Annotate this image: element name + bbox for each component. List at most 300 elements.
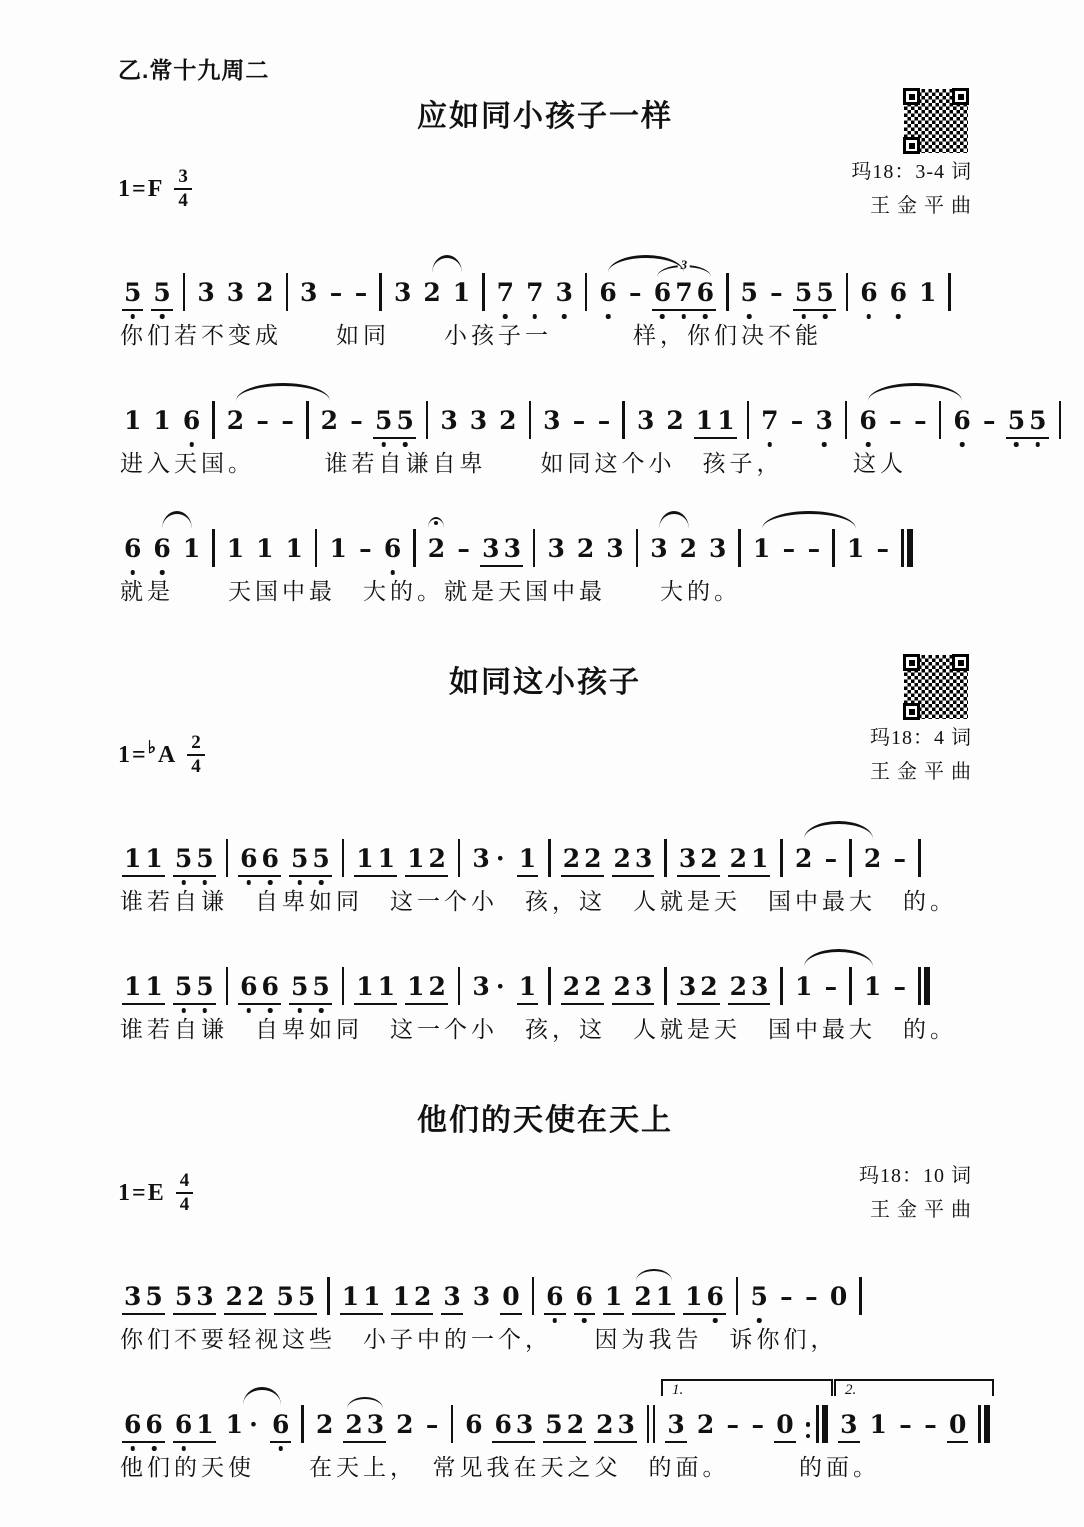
barline-thick-stroke <box>907 529 913 567</box>
music-line <box>118 247 972 351</box>
note-cell <box>471 1282 492 1315</box>
note-digit: 2 <box>584 972 602 1002</box>
barline-stroke <box>183 273 186 311</box>
note-digit: 1 <box>869 1410 887 1440</box>
note-cell <box>780 534 797 567</box>
barline <box>342 967 345 1005</box>
volta-number: 2. <box>845 1382 857 1399</box>
note-cell <box>373 406 416 439</box>
note-digit: – <box>893 972 906 1002</box>
barline <box>212 529 215 567</box>
note-digit: 5 <box>196 844 214 874</box>
note-digit: 2 <box>499 406 517 436</box>
note-digit: 1 <box>124 406 142 436</box>
barline <box>226 839 229 877</box>
note-cell <box>897 1410 914 1443</box>
qr-finder-pattern <box>903 703 920 720</box>
time-signature-lower: 4 <box>191 756 201 778</box>
note-digit: 3 <box>650 534 668 564</box>
note-digit: 3 <box>606 534 624 564</box>
note-digit: 2 <box>729 972 748 1002</box>
note-digit: 1 <box>377 844 396 874</box>
note-digit: 2 <box>863 844 882 874</box>
note-cell <box>543 1410 586 1443</box>
note-cell <box>151 534 172 567</box>
barline-stroke <box>529 401 532 439</box>
note-cell <box>254 534 275 567</box>
note-digit: 5 <box>145 1282 163 1312</box>
barline <box>664 839 667 877</box>
note-digit: 2 <box>345 1410 363 1440</box>
note-digit: 5 <box>545 1410 563 1440</box>
barline-stroke <box>664 967 667 1005</box>
note-digit: 1 <box>695 406 714 436</box>
note-digit: 2 <box>634 1282 652 1312</box>
note-digit: 2 <box>613 972 631 1002</box>
note-cell <box>862 972 883 1005</box>
barline-stroke <box>816 1405 819 1443</box>
barline <box>301 1405 304 1443</box>
note-digit: 3 <box>196 1282 214 1312</box>
note-digit: 7 <box>526 278 544 307</box>
song-title: 他们的天使在天上 <box>417 1104 673 1138</box>
barline-stroke <box>533 529 536 567</box>
note-digit: 1 <box>153 406 171 436</box>
note-cell <box>254 406 271 439</box>
note-digit: – <box>629 278 642 307</box>
barline <box>585 273 588 311</box>
note-digit: 5 <box>174 844 193 874</box>
slur-arc <box>162 511 192 529</box>
note-digit: 2 <box>225 1282 244 1312</box>
barline-stroke <box>548 967 551 1005</box>
note-cell <box>805 534 822 567</box>
barline <box>458 967 461 1005</box>
note-digit: 6 <box>174 1410 193 1440</box>
note-digit: 2 <box>566 1410 585 1440</box>
barline <box>738 529 741 567</box>
note-cell <box>603 1282 624 1315</box>
note-digit: 1 <box>124 972 142 1002</box>
note-cell <box>151 278 172 311</box>
qr-finder-pattern <box>952 88 969 105</box>
note-digit: 3 <box>543 406 561 436</box>
note-cell <box>354 972 397 1005</box>
slur-arc <box>243 1387 281 1405</box>
note-cell <box>298 278 319 311</box>
time-signature-lower: 4 <box>179 1194 190 1216</box>
note-cell <box>728 972 771 1005</box>
key-tonic-char: A <box>157 741 176 768</box>
note-digit: 3 <box>469 406 488 436</box>
note-cell <box>181 534 202 567</box>
note-cell <box>451 278 472 311</box>
song-header <box>118 665 972 789</box>
note-digit: 5 <box>312 972 330 1002</box>
note-digit: 1 <box>794 972 813 1002</box>
note-digit: 6 <box>859 406 877 436</box>
barline-stroke <box>647 1405 650 1443</box>
note-digit: 3 <box>515 1410 534 1440</box>
slur-arc <box>608 255 685 273</box>
note-digit: 3 <box>815 406 833 436</box>
note-cell <box>405 972 448 1005</box>
note-digit: 3 <box>678 972 697 1002</box>
barline <box>548 967 551 1005</box>
note-digit: 6 <box>706 1282 724 1312</box>
note-cell <box>348 406 365 439</box>
note-digit: – <box>770 278 783 307</box>
barline-stroke <box>306 401 309 439</box>
note-digit: 1 <box>341 1282 360 1312</box>
note-cell <box>724 1410 741 1443</box>
note-digit: – <box>807 534 821 564</box>
note-digit: – <box>281 406 294 436</box>
time-signature <box>176 1171 194 1215</box>
note-digit: 2 <box>423 278 441 307</box>
note-digit: 3 <box>226 278 245 307</box>
key-tonic-char: ♭ <box>147 738 156 758</box>
song-meta <box>118 721 972 789</box>
barline-stroke <box>451 1405 454 1443</box>
notes-row <box>118 1251 972 1315</box>
barline <box>806 1405 829 1443</box>
note-cell <box>314 1410 335 1443</box>
notes-row <box>118 247 972 311</box>
page-header: 乙.常十九周二 <box>118 57 270 83</box>
note-cell <box>392 278 413 311</box>
note-digit: 3 <box>197 278 215 307</box>
note-digit: 2 <box>613 844 631 874</box>
barline-stroke <box>948 273 951 311</box>
note-digit: 5 <box>174 972 193 1002</box>
note-cell <box>888 278 909 311</box>
credit-composer: 王 金 平 曲 <box>870 1199 972 1222</box>
note-digit: 3 <box>751 972 769 1002</box>
credits <box>859 1159 972 1227</box>
song-meta <box>118 1159 972 1227</box>
key-signature <box>118 1171 193 1215</box>
note-cell <box>541 406 562 439</box>
note-digit: – <box>780 1282 793 1312</box>
note-cell <box>343 1410 386 1443</box>
barline <box>747 401 750 439</box>
music-line <box>118 941 972 1045</box>
barline-stroke <box>482 273 485 311</box>
note-digit: 2 <box>679 534 697 564</box>
note-digit: 5 <box>1007 406 1026 436</box>
note-cell <box>470 844 508 877</box>
note-cell <box>891 972 908 1005</box>
barline-thick-stroke <box>822 1405 828 1443</box>
key-signature <box>118 733 205 777</box>
note-digit: 1 <box>329 534 347 564</box>
credit-composer: 王 金 平 曲 <box>870 195 972 217</box>
note-digit: 2 <box>413 1282 432 1312</box>
music-line <box>118 1251 972 1355</box>
tuplet-number: 3 <box>678 257 691 273</box>
note-cell <box>122 406 143 439</box>
note-digit: 0 <box>948 1410 967 1440</box>
barline-stroke <box>859 1277 862 1315</box>
barline <box>780 967 783 1005</box>
barline <box>636 529 639 567</box>
note-cell <box>789 406 806 439</box>
note-digit: – <box>924 1410 937 1440</box>
note-digit: 3 <box>667 1410 685 1440</box>
note-digit: – <box>354 278 368 307</box>
note-digit: 6 <box>153 534 171 564</box>
barline <box>978 1405 990 1443</box>
barline-stroke <box>918 967 921 1005</box>
note-cell <box>492 1410 535 1443</box>
key-tonic-char: 1 <box>118 1179 130 1206</box>
credits <box>870 721 972 789</box>
volta-bracket <box>834 1379 994 1399</box>
barline-stroke <box>315 529 318 567</box>
note-digit: 0 <box>829 1282 848 1312</box>
barline-stroke <box>327 1277 330 1315</box>
note-digit: 1 <box>751 844 769 874</box>
note-digit: – <box>359 534 372 564</box>
note-cell <box>517 844 538 877</box>
barline <box>664 967 667 1005</box>
note-digit: 7 <box>675 278 693 307</box>
note-digit: 1 <box>518 972 537 1002</box>
key-tonic-char: F <box>147 175 163 202</box>
note-digit: – <box>425 1410 439 1440</box>
barline <box>736 1277 739 1315</box>
note-cell <box>858 278 879 311</box>
note-digit: 1 <box>285 534 303 564</box>
note-digit: – <box>329 278 343 307</box>
note-digit: 1 <box>717 406 735 436</box>
note-cell <box>238 972 281 1005</box>
barline-stroke <box>286 273 289 311</box>
note-digit: 6 <box>575 1282 593 1312</box>
qr-finder-pattern <box>903 654 920 671</box>
note-cell <box>575 534 596 567</box>
barline-thick-stroke <box>924 967 930 1005</box>
barline-stroke <box>212 529 215 567</box>
note-digit: 1 <box>685 1282 703 1312</box>
note-digit: 2 <box>320 406 339 436</box>
credit-lyricist: 玛18：3-4 词 <box>851 161 972 183</box>
note-digit: 3 <box>840 1410 858 1440</box>
repeat-dots <box>806 1417 811 1443</box>
note-digit: – <box>889 406 902 436</box>
note-digit: 3 <box>440 406 458 436</box>
note-cell <box>500 1282 521 1315</box>
note-digit: 1 <box>356 844 374 874</box>
note-digit: 3 <box>482 534 500 564</box>
note-digit: 1 <box>196 1410 214 1440</box>
note-digit: 2 <box>562 844 581 874</box>
notes-row <box>118 1379 972 1443</box>
note-digit: 7 <box>761 406 779 436</box>
song-section <box>118 1103 972 1483</box>
barline-stroke <box>226 967 229 1005</box>
barline <box>622 401 625 439</box>
note-cell <box>707 534 728 567</box>
note-cell <box>803 1282 820 1315</box>
barline-stroke <box>636 529 639 567</box>
key-tonic-char: = <box>132 175 146 202</box>
note-digit: 3 <box>472 972 490 1002</box>
note-cell <box>677 844 720 877</box>
note-digit: 6 <box>124 1410 142 1440</box>
note-cell <box>594 1410 637 1443</box>
note-digit: – <box>982 406 996 436</box>
slur-arc <box>659 511 689 529</box>
barline-stroke <box>1059 401 1062 439</box>
note-cell <box>683 1282 726 1315</box>
barline <box>482 273 485 311</box>
note-cell <box>463 1410 484 1443</box>
qr-code-icon <box>904 89 968 153</box>
note-cell <box>254 278 275 311</box>
note-cell <box>604 534 625 567</box>
note-cell <box>627 278 644 311</box>
note-digit: 2 <box>729 844 748 874</box>
barline-stroke <box>918 839 921 877</box>
note-digit: – <box>256 406 269 436</box>
note-digit: 2 <box>428 844 446 874</box>
note-cell <box>739 278 760 311</box>
barline-stroke <box>832 529 835 567</box>
note-cell <box>181 406 202 439</box>
barline <box>1059 401 1062 439</box>
note-cell <box>352 278 369 311</box>
slur-arc <box>804 821 873 839</box>
volta-bracket <box>661 1379 833 1399</box>
slur-arc <box>432 255 462 273</box>
note-digit: 6 <box>494 1410 512 1440</box>
note-digit: 5 <box>290 972 309 1002</box>
note-cell <box>595 406 612 439</box>
barline-thick-stroke <box>984 1405 990 1443</box>
note-digit: 5 <box>740 278 758 307</box>
note-digit: 2 <box>247 1282 265 1312</box>
note-digit: 1 <box>655 1282 674 1312</box>
note-cell <box>122 1282 165 1315</box>
note-cell <box>947 1410 968 1443</box>
note-digit: 3 <box>555 278 573 307</box>
note-cell <box>664 406 685 439</box>
note-digit: 6 <box>383 534 402 564</box>
barline-stroke <box>585 273 588 311</box>
note-cell <box>382 534 403 567</box>
time-signature <box>174 167 192 211</box>
barline <box>845 401 848 439</box>
barline-stroke <box>747 401 750 439</box>
note-cell <box>470 972 508 1005</box>
note-digit: 5 <box>153 278 171 307</box>
key-signature <box>118 167 192 211</box>
note-cell <box>678 534 699 567</box>
note-cell <box>173 844 216 877</box>
barline-stroke <box>653 1405 656 1443</box>
note-cell <box>284 534 305 567</box>
note-cell <box>545 534 566 567</box>
barline-stroke <box>532 1277 535 1315</box>
note-digit: – <box>572 406 586 436</box>
slur-arc <box>636 1269 672 1281</box>
barline <box>780 839 783 877</box>
barline <box>306 401 309 439</box>
credit-lyricist: 玛18：4 词 <box>870 727 972 750</box>
note-digit: 6 <box>696 278 714 307</box>
time-signature-upper: 2 <box>187 733 205 756</box>
note-cell <box>173 972 216 1005</box>
note-cell <box>891 844 908 877</box>
note-cell <box>173 1282 216 1315</box>
barline-stroke <box>212 401 215 439</box>
lyrics-line: 你们若不变成 如同 小孩子一 样，你们决不能 <box>120 323 822 348</box>
time-signature-upper: 3 <box>174 167 192 190</box>
note-digit: 2 <box>696 1410 715 1440</box>
note-cell <box>224 1410 262 1443</box>
note-cell <box>749 1410 766 1443</box>
note-digit: · <box>495 844 505 874</box>
note-digit: 1 <box>226 534 245 564</box>
note-cell <box>553 278 574 311</box>
note-digit: 1 <box>356 972 374 1002</box>
barline <box>846 273 849 311</box>
note-digit: 1 <box>225 1410 244 1440</box>
note-digit: 7 <box>496 278 515 307</box>
barline <box>533 529 536 567</box>
note-cell <box>289 844 332 877</box>
note-cell <box>391 1282 434 1315</box>
key-tonic-char: 1 <box>118 741 130 768</box>
note-cell <box>759 406 780 439</box>
barline-stroke <box>738 529 741 567</box>
note-cell <box>426 534 447 567</box>
note-cell <box>173 1410 216 1443</box>
note-digit: 1 <box>407 844 425 874</box>
barline <box>315 529 318 567</box>
barline <box>458 839 461 877</box>
note-digit: 1 <box>919 278 937 307</box>
note-digit: – <box>899 1410 912 1440</box>
note-cell <box>778 1282 795 1315</box>
note-digit: 1 <box>752 534 771 564</box>
note-cell <box>455 534 472 567</box>
barline <box>918 967 930 1005</box>
note-cell <box>862 844 883 877</box>
note-cell <box>340 1282 383 1315</box>
notes-row <box>118 813 972 877</box>
note-cell <box>874 534 891 567</box>
note-cell <box>289 972 332 1005</box>
note-digit: 1 <box>518 844 537 874</box>
note-digit: 6 <box>272 1410 290 1440</box>
slur-arc <box>868 383 962 401</box>
note-digit: 1 <box>846 534 865 564</box>
barline <box>532 1277 535 1315</box>
note-cell <box>612 972 655 1005</box>
barline <box>849 839 852 877</box>
note-digit: 6 <box>465 1410 483 1440</box>
note-digit: 2 <box>315 1410 334 1440</box>
barline <box>342 839 345 877</box>
barline-stroke <box>849 967 852 1005</box>
note-digit: – <box>726 1410 739 1440</box>
note-cell <box>570 406 587 439</box>
note-cell <box>544 1282 565 1315</box>
note-digit: – <box>597 406 611 436</box>
